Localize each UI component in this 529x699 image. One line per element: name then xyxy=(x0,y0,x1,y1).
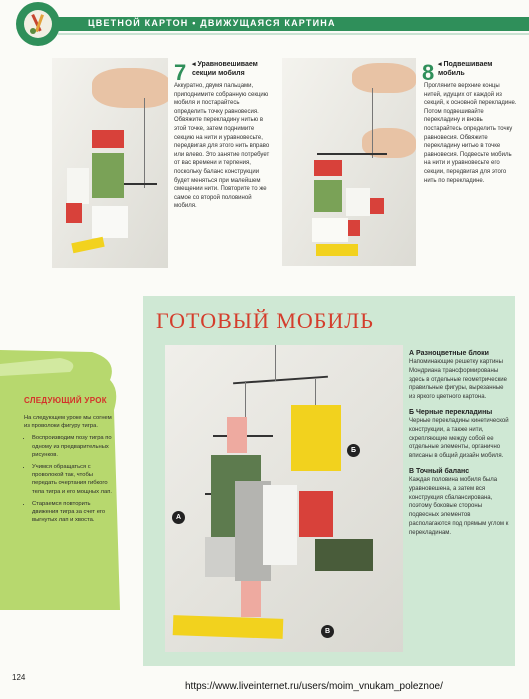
lesson-intro: На следующем уроке мы согнем из проволоки фигуру тигра. xyxy=(24,415,112,430)
red-card xyxy=(314,160,342,176)
white-card xyxy=(312,218,348,242)
white-card xyxy=(67,168,89,204)
step8-number: 8 xyxy=(422,60,435,85)
lesson-list xyxy=(24,434,112,524)
note-c-heading: В Точный баланс xyxy=(409,467,470,475)
note-c xyxy=(409,467,509,538)
step7-number: 7 xyxy=(174,60,187,85)
red-card xyxy=(299,491,333,537)
yellow-card xyxy=(316,244,358,256)
pink-card xyxy=(241,581,261,617)
step7-title: ◂ Уравновешиваем секции мобиля xyxy=(192,61,258,77)
green-card xyxy=(92,153,124,198)
red-card xyxy=(348,220,360,236)
yellow-card xyxy=(173,615,284,639)
header-section-left: ЦВЕТНОЙ КАРТОН xyxy=(88,18,189,28)
white-card xyxy=(263,485,297,565)
step7-photo xyxy=(52,58,168,268)
callout-b: Б xyxy=(347,444,360,457)
lesson-title: СЛЕДУЮЩИЙ УРОК xyxy=(24,396,107,405)
callout-a: А xyxy=(172,511,185,524)
note-b-body: Черные перекладины кинетической конструкции, а также нити, скрепляющие между собой ее отдельные элементы, органично вписаны в общий дизайн мобиля. xyxy=(409,417,509,460)
callout-c: В xyxy=(321,625,334,638)
final-notes xyxy=(409,349,509,538)
note-b-heading: Б Черные перекладины xyxy=(409,408,493,416)
hand-shape xyxy=(352,63,416,93)
hand-shape xyxy=(92,68,168,108)
header-bullet: • xyxy=(192,18,197,28)
note-c-body: Каждая половина мобиля была уравновешена, а затем вся конструкция сбалансирована, поэтому боковые стороны подвесных элементов располагаются под прямым углом к перекладинам. xyxy=(409,476,509,536)
paint-tools-icon xyxy=(24,10,52,38)
step8-body: Прогляните верхние концы нитей, идущих от каждой из секций, к основной перекладине. Потом подвешивайте перекладину и вновь постарайтесь определить точку равновесия. Обвяжите перекладину нитью в точке равновесия. Подвесьте мобиль на нити и уравновесьте его секции, передвигая для этого нить по перекладине. xyxy=(424,83,517,184)
lesson-item: • Воспроизводим позу тигра по одному из предварительных рисунков. xyxy=(32,434,112,459)
step7-body: Аккуратно, двумя пальцами, приподнимите собранную секцию мобиля и постарайтесь определить точку равновесия. Обвяжите перекладину нитью в этой точке, затем поднимите секцию на нити и уравновесьте, передвигая для этого нить вправо или влево. Это занятие потребует от вас времени и терпения, поскольку баланс конструкции будет меняться при малейшем смещении нити. Повторите то же самое со второй половиной мобиля. xyxy=(174,83,270,210)
note-a-heading: А Разноцветные блоки xyxy=(409,350,489,357)
header-underline xyxy=(58,33,529,35)
yellow-card xyxy=(291,405,341,471)
red-card xyxy=(370,198,384,214)
grey-card xyxy=(205,537,235,577)
green-card xyxy=(314,180,342,212)
page-number: 124 xyxy=(12,673,26,682)
header-title xyxy=(88,18,336,28)
step8-photo xyxy=(282,58,416,266)
note-a xyxy=(409,349,509,402)
red-card xyxy=(66,203,82,223)
final-mobile-photo xyxy=(165,345,403,652)
lesson-item: • Учимся обращаться с проволокой так, чтобы передать очертания гибкого тела тигра и его мощных лап. xyxy=(32,463,112,496)
pink-card xyxy=(227,417,247,453)
lesson-item: • Стараемся повторить движения тигра за счет его выгнутых лап и хвоста. xyxy=(32,500,112,525)
dark-green-card xyxy=(315,539,373,571)
note-a-body: Напоминающие решетку картины Мондриана трансформированы здесь в отдельные геометрические правильные фигуры, вырезанные из яркого цветного картона. xyxy=(409,359,507,401)
step8-title: ◂ Подвешиваем мобиль xyxy=(438,61,493,77)
header-section-right: ДВИЖУЩАЯСЯ КАРТИНА xyxy=(200,18,336,28)
red-card xyxy=(92,130,124,148)
white-card xyxy=(346,188,370,216)
white-card xyxy=(92,206,128,238)
note-b xyxy=(409,408,509,461)
source-url[interactable]: https://www.liveinternet.ru/users/moim_vnukam_poleznoe/ xyxy=(185,681,443,692)
final-title: ГОТОВЫЙ МОБИЛЬ xyxy=(156,308,374,333)
lesson-body xyxy=(24,414,112,528)
